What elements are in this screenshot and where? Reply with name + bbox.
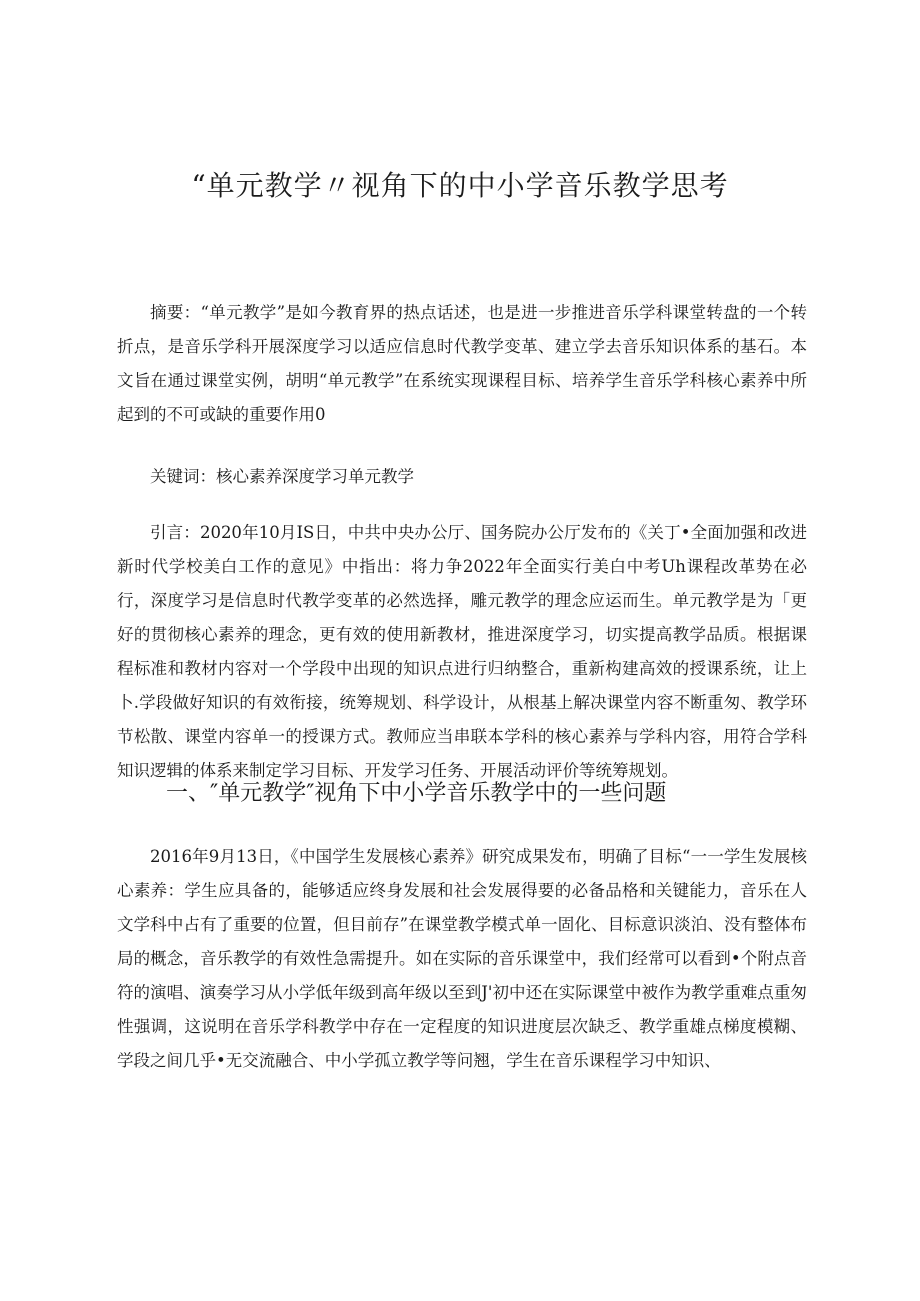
keywords-paragraph: 关键词：核心素养深度学习单元教学: [150, 467, 414, 486]
intro-paragraph: 引言：2020年10月IS日，中共中央办公厅、国务院办公厅发布的《关丁•全面加强和改进新时代学校美白工作的意见》中指出：将力争2022年全面实行美白中考Uh课程改革势在必行，深度学习是信息时代教学变革的必然选择，雕元教学的理念应运而生。单元教学是为「更好的贯彻核心素养的理念，更有效的使用新教材，推进深度学习，切实提高教学品质。根据课程标准和教材内容对一个学段中出现的知识点进行归纳整合，重新构建高效的授课系统，让上卜.学段做好知识的有效衔接，统筹规划、科学设计，从根基上解决课堂内容不断重匆、教学环节松散、课堂内容单一的授课方式。教师应当串联本学科的核心素养与学科内容，用符合学科知识逻辑的体系来制定学习目标、开发学习任务、开展活动评价等统筹规划。: [117, 523, 807, 780]
section-heading: 一、″单元教学″视角下中小学音乐教学中的一些问题: [166, 781, 667, 806]
abstract-paragraph: 摘要：“单元教学”是如今教育界的热点话述，也是进一步推进音乐学科课堂转盘的一个转折点，是音乐学科开展深度学习以适应信息时代教学变革、建立学去音乐知识体系的基石。本文旨在通过课堂实例，胡明“单元教学”在系统实现课程目标、培养学生音乐学科核心素养中所起到的不可或缺的重要作用0: [117, 303, 807, 424]
section-body-paragraph: 2016年9月13日，《中国学生发展核心素养》研究成果发布，明确了目标“一一学生发展核心素养：学生应具备的，能够适应终身发展和社会发展得要的必备品格和关键能力，音乐在人文学科中占有了重要的位置，但目前存”在课堂教学模式单一固化、目标意识淡泊、没有整体布局的概念，音乐教学的有效性急需提升。如在实际的音乐课堂中，我们经常可以看到•个附点音符的演唱、演奏学习从小学低年级到高年级以至到J'初中还在实际课堂中被作为教学重难点重匆性强调，这说明在音乐学科教学中存在一定程度的知识进度层次缺乏、教学重雄点梯度模糊、学段之间几乎•无交流融合、中小学孤立教学等问翘，学生在音乐课程学习中知识、: [117, 847, 807, 1070]
document-title: “单元教学〃视角下的中小学音乐教学思考: [191, 169, 729, 202]
